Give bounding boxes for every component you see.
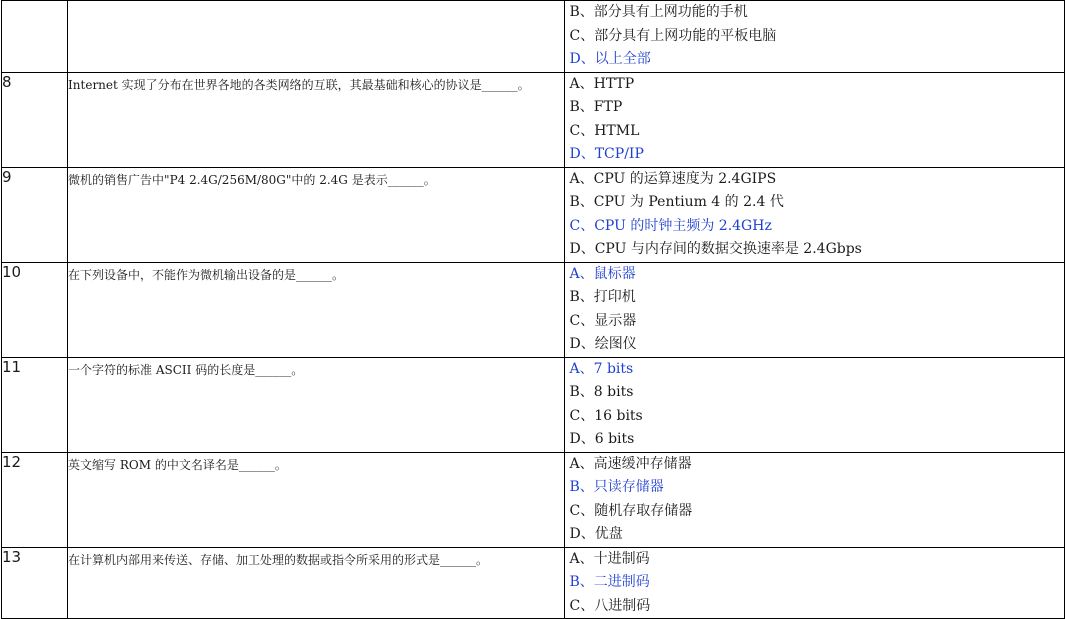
question-number: 13: [2, 547, 68, 619]
options-cell: [564, 262, 1065, 357]
option: C、HTML: [569, 122, 640, 139]
question-row: [2, 72, 1065, 167]
option: B、部分具有上网功能的手机: [569, 4, 748, 20]
correct-option: D、TCP/IP: [569, 146, 644, 162]
question-number: 11: [2, 357, 68, 452]
option: C、显示器: [569, 312, 637, 329]
question-text: 英文缩写 ROM 的中文名译名是______。: [68, 452, 564, 547]
correct-option: B、二进制码: [569, 574, 650, 590]
question-number: 12: [2, 452, 68, 547]
correct-option: D、以上全部: [569, 51, 651, 67]
question-row: [2, 452, 1065, 547]
quiz-table-body: [2, 1, 1065, 619]
correct-option: A、鼠标器: [569, 265, 636, 282]
options-cell: [564, 72, 1065, 167]
question-number: [2, 1, 68, 73]
correct-option: B、只读存储器: [569, 479, 664, 495]
option: A、高速缓冲存储器: [569, 455, 692, 472]
question-text: 微机的销售广告中"P4 2.4G/256M/80G"中的 2.4G 是表示______。: [68, 167, 564, 262]
options-cell: [564, 452, 1065, 547]
question-text: [68, 1, 564, 73]
quiz-table: [1, 0, 1065, 619]
question-row: [2, 1, 1065, 73]
correct-option: A、7 bits: [569, 360, 634, 377]
options-cell: [564, 547, 1065, 619]
option: C、随机存取存储器: [569, 502, 693, 519]
option: D、绘图仪: [569, 336, 637, 352]
question-number: 8: [2, 72, 68, 167]
options-cell: [564, 357, 1065, 452]
question-row: [2, 262, 1065, 357]
option: C、八进制码: [569, 597, 651, 614]
option: A、HTTP: [569, 75, 635, 92]
question-text: 一个字符的标准 ASCII 码的长度是______。: [68, 357, 564, 452]
option: C、16 bits: [569, 407, 643, 424]
option: A、CPU 的运算速度为 2.4GIPS: [569, 170, 777, 187]
question-number: 10: [2, 262, 68, 357]
option: A、十进制码: [569, 550, 650, 567]
option: D、6 bits: [569, 431, 635, 447]
question-row: [2, 357, 1065, 452]
option: B、8 bits: [569, 384, 634, 400]
question-row: [2, 167, 1065, 262]
correct-option: C、CPU 的时钟主频为 2.4GHz: [569, 217, 772, 234]
question-text: 在下列设备中，不能作为微机输出设备的是______。: [68, 262, 564, 357]
options-cell: [564, 167, 1065, 262]
question-text: 在计算机内部用来传送、存储、加工处理的数据或指令所采用的形式是______。: [68, 547, 564, 619]
option: B、CPU 为 Pentium 4 的 2.4 代: [569, 194, 784, 210]
option: C、部分具有上网功能的平板电脑: [569, 27, 777, 44]
option: D、CPU 与内存间的数据交换速率是 2.4Gbps: [569, 241, 862, 257]
question-row: [2, 547, 1065, 619]
option: B、FTP: [569, 99, 623, 115]
options-cell: [564, 1, 1065, 73]
option: B、打印机: [569, 289, 636, 305]
question-text: Internet 实现了分布在世界各地的各类网络的互联，其最基础和核心的协议是______。: [68, 72, 564, 167]
option: D、优盘: [569, 526, 623, 542]
question-number: 9: [2, 167, 68, 262]
